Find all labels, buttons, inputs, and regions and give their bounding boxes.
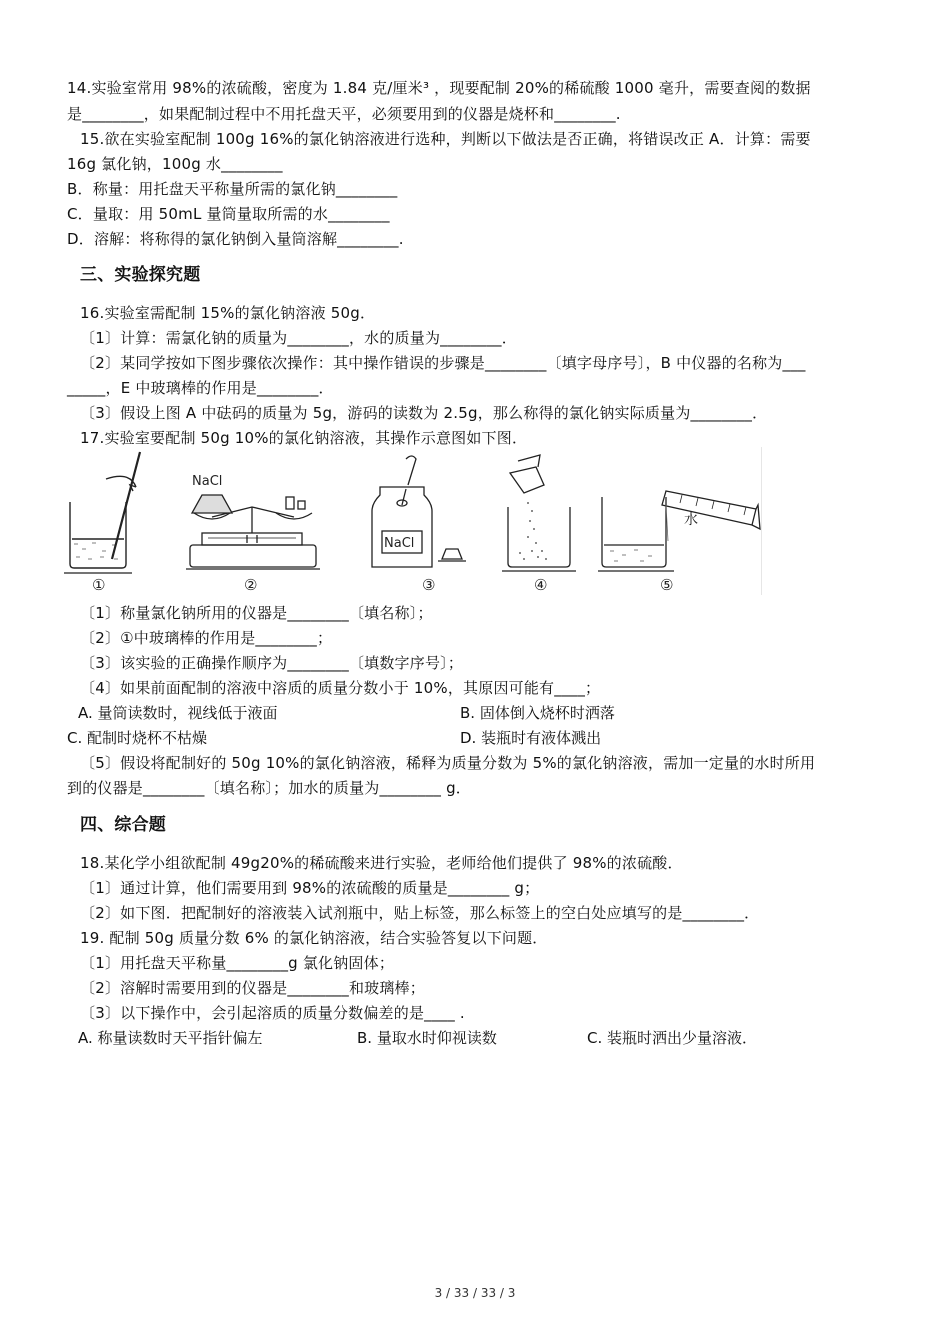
q17-part-3: 〔3〕该实验的正确操作顺序为________〔填数字序号〕； [80,654,464,672]
q19-part-3: 〔3〕以下操作中，会引起溶质的质量分数偏差的是____ . [80,1004,465,1022]
q15-option-d: D．溶解：将称得的氯化钠倒入量筒溶解________. [67,230,404,248]
q16-part-1: 〔1〕计算：需氯化钠的质量为________，水的质量为________． [80,329,517,347]
figure-label-5: ⑤ [660,576,674,594]
q17-part-5a: 〔5〕假设将配制好的 50g 10%的氯化钠溶液，稀释为质量分数为 5%的氯化钠溶液，需加一定量的水时所用 [80,754,816,772]
q18-stem: 18.某化学小组欲配制 49g20%的稀硫酸来进行实验，老师给他们提供了 98%的浓硫酸． [80,854,683,872]
q19-option-b: B. 量取水时仰视读数 [357,1029,497,1047]
q15-option-c: C．量取：用 50mL 量筒量取所需的水________ [67,205,390,223]
balance-diagram [186,495,320,569]
q14-line1: 14.实验室常用 98%的浓硫酸，密度为 1.84 克/厘米³ ，现要配制 20%的稀硫酸 1000 毫升，需要查阅的数据 [67,79,811,97]
q16-part-2b: _____，E 中玻璃棒的作用是________． [67,379,334,397]
q19-part-2: 〔2〕溶解时需要用到的仪器是________和玻璃棒； [80,979,425,997]
page-number: 3 / 33 / 33 / 3 [434,1286,516,1300]
q17-part-2: 〔2〕①中玻璃棒的作用是________； [80,629,333,647]
q17-stem: 17.实验室要配制 50g 10%的氯化钠溶液，其操作示意图如下图． [80,429,528,447]
q19-stem: 19. 配制 50g 质量分数 6% 的氯化钠溶液，结合实验答复以下问题． [80,929,548,947]
experiment-figure [62,447,762,595]
q16-part-3: 〔3〕假设上图 A 中砝码的质量为 5g，游码的读数为 2.5g，那么称得的氯化钠实际质量为________． [80,404,768,422]
pouring-solid-diagram [502,455,576,571]
bottle-nacl-label: NaCl [384,536,415,551]
figure-label-3: ③ [422,576,436,594]
q15-line2: 16g 氯化钠，100g 水________ [67,155,283,173]
q17-part-4: 〔4〕如果前面配制的溶液中溶质的质量分数小于 10%，其原因可能有____； [80,679,601,697]
q19-part-1: 〔1〕用托盘天平称量________g 氯化钠固体； [80,954,395,972]
q17-option-d: D. 装瓶时有液体溅出 [460,729,602,747]
section-4-heading: 四、综合题 [80,815,166,835]
q18-part-1: 〔1〕通过计算，他们需要用到 98%的浓硫酸的质量是________ g； [80,879,540,897]
balance-nacl-label: NaCl [192,474,223,489]
figure-label-4: ④ [534,576,548,594]
q18-part-2: 〔2〕如下图．把配制好的溶液装入试剂瓶中，贴上标签，那么标签上的空白处应填写的是________． [80,904,760,922]
q16-part-2a: 〔2〕某同学按如下图步骤依次操作：其中操作错误的步骤是________〔填字母序号〕，B 中仪器的名称为___ [80,354,806,372]
pouring-water-diagram [598,447,762,595]
beaker-stirring-diagram [64,452,140,573]
q14-line2: 是________，如果配制过程中不用托盘天平，必须要用到的仪器是烧杯和________. [67,105,621,123]
water-label: 水 [684,512,698,528]
figure-label-1: ① [92,576,106,594]
q17-part-5b: 到的仪器是________〔填名称〕；加水的质量为________ g． [67,779,471,797]
q17-option-b: B. 固体倒入烧杯时洒落 [460,704,615,722]
q15-line1: 15.欲在实验室配制 100g 16%的氯化钠溶液进行选种，判断以下做法是否正确，将错误改正 A．计算：需要 [80,130,811,148]
q17-option-c: C. 配制时烧杯不枯燥 [67,729,208,747]
q19-option-c: C. 装瓶时洒出少量溶液． [587,1029,758,1047]
q17-part-1: 〔1〕称量氯化钠所用的仪器是________〔填名称〕； [80,604,433,622]
figure-label-2: ② [244,576,258,594]
section-3-heading: 三、实验探究题 [80,265,201,285]
q15-option-b: B．称量：用托盘天平称量所需的氯化钠________ [67,180,398,198]
q16-stem: 16.实验室需配制 15%的氯化钠溶液 50g． [80,304,376,322]
q19-option-a: A. 称量读数时天平指针偏左 [78,1029,263,1047]
q17-option-a: A. 量筒读数时，视线低于液面 [78,704,278,722]
